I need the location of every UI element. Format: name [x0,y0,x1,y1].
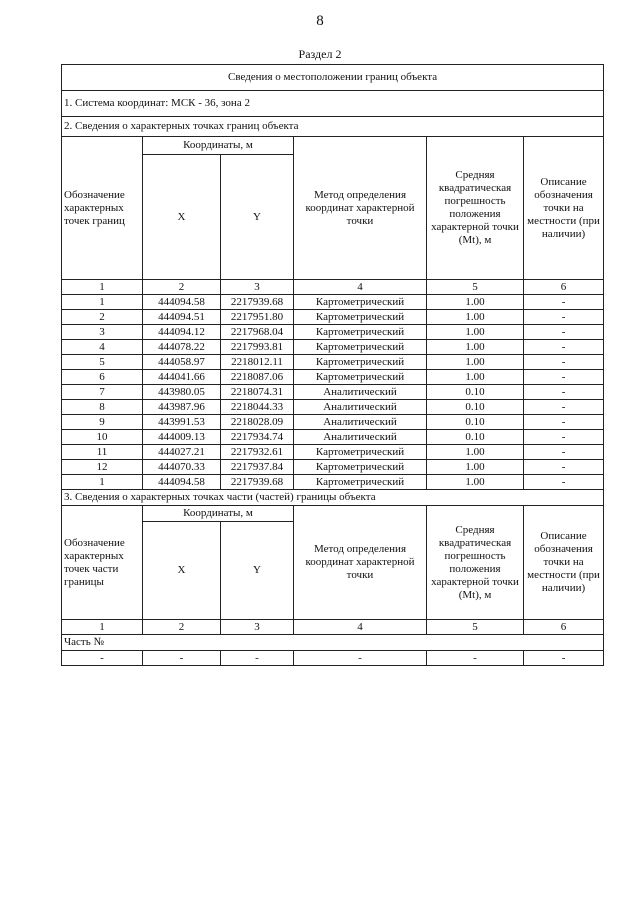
point-number: 9 [62,415,143,430]
point-x: 443980.05 [143,385,221,400]
point-accuracy: 1.00 [427,310,524,325]
table-row [62,370,604,385]
table-row [62,400,604,415]
table-row [62,325,604,340]
page-number: 8 [316,13,324,29]
point-x: 444094.58 [143,475,221,490]
point-y: 2217939.68 [221,295,294,310]
column-number: 4 [294,280,427,295]
point-x: 443991.53 [143,415,221,430]
point-method: Аналитический [294,385,427,400]
part-header-method: Метод определения координат характерной точки [294,506,427,620]
point-description: - [524,430,604,445]
point-accuracy: 1.00 [427,325,524,340]
point-method: Картометрический [294,310,427,325]
point-accuracy: 1.00 [427,445,524,460]
points-heading: 2. Сведения о характерных точках границ объекта [62,117,604,137]
table-row [62,445,604,460]
point-y: 2218012.11 [221,355,294,370]
section-title: Раздел 2 [298,47,342,61]
point-x: 444094.51 [143,310,221,325]
header-method: Метод определения координат характерной точки [294,137,427,280]
table-row [62,385,604,400]
point-description: - [524,400,604,415]
part-header-accuracy: Средняя квадратическая погрешность положения характерной точки (Mt), м [427,506,524,620]
table-row [62,340,604,355]
point-accuracy: 0.10 [427,400,524,415]
point-method: Аналитический [294,400,427,415]
point-x: 444027.21 [143,445,221,460]
point-y: 2217937.84 [221,460,294,475]
point-accuracy: 1.00 [427,370,524,385]
column-number: 6 [524,280,604,295]
point-method: Картометрический [294,325,427,340]
part-cell-y: - [221,651,294,666]
part-row [62,651,604,666]
header-accuracy: Средняя квадратическая погрешность положения характерной точки (Mt), м [427,137,524,280]
part-cell-method: - [294,651,427,666]
point-description: - [524,295,604,310]
point-description: - [524,385,604,400]
point-number: 1 [62,295,143,310]
point-y: 2218028.09 [221,415,294,430]
point-number: 3 [62,325,143,340]
point-y: 2217934.74 [221,430,294,445]
point-accuracy: 1.00 [427,340,524,355]
header-y: Y [221,155,294,280]
part-heading: 3. Сведения о характерных точках части (частей) границы объекта [62,490,604,506]
point-y: 2218044.33 [221,400,294,415]
table-row [62,295,604,310]
point-method: Картометрический [294,340,427,355]
point-description: - [524,355,604,370]
point-method: Картометрический [294,295,427,310]
table-row [62,355,604,370]
column-number: 3 [221,620,294,635]
point-y: 2218087.06 [221,370,294,385]
point-accuracy: 0.10 [427,385,524,400]
part-cell-n: - [62,651,143,666]
column-number: 2 [143,620,221,635]
header-coordinates: Координаты, м [143,137,294,155]
table-row [62,460,604,475]
point-y: 2218074.31 [221,385,294,400]
point-number: 7 [62,385,143,400]
part-header-y: Y [221,522,294,620]
point-description: - [524,325,604,340]
point-x: 444041.66 [143,370,221,385]
column-number: 4 [294,620,427,635]
point-description: - [524,310,604,325]
part-column-number-row [62,620,604,635]
point-method: Картометрический [294,355,427,370]
point-number: 4 [62,340,143,355]
point-y: 2217993.81 [221,340,294,355]
coord-system: 1. Система координат: МСК - 36, зона 2 [62,91,604,117]
point-x: 444094.58 [143,295,221,310]
point-accuracy: 1.00 [427,460,524,475]
boundary-table [61,64,604,666]
point-number: 1 [62,475,143,490]
point-y: 2217951.80 [221,310,294,325]
part-cell-x: - [143,651,221,666]
point-accuracy: 1.00 [427,355,524,370]
column-number: 5 [427,620,524,635]
part-cell-desc: - [524,651,604,666]
point-description: - [524,460,604,475]
point-x: 444070.33 [143,460,221,475]
point-y: 2217932.61 [221,445,294,460]
header-designation: Обозначение характерных точек границ [62,137,143,280]
point-y: 2217968.04 [221,325,294,340]
point-number: 8 [62,400,143,415]
part-header-designation: Обозначение характерных точек части границы [62,506,143,620]
point-accuracy: 0.10 [427,415,524,430]
point-x: 444094.12 [143,325,221,340]
column-number: 2 [143,280,221,295]
table-row [62,430,604,445]
point-accuracy: 0.10 [427,430,524,445]
header-description: Описание обозначения точки на местности (при наличии) [524,137,604,280]
column-number: 1 [62,620,143,635]
point-number: 6 [62,370,143,385]
point-number: 12 [62,460,143,475]
point-description: - [524,475,604,490]
table-row [62,415,604,430]
table-row [62,475,604,490]
point-x: 444078.22 [143,340,221,355]
point-method: Картометрический [294,475,427,490]
part-header-description: Описание обозначения точки на местности (при наличии) [524,506,604,620]
point-description: - [524,370,604,385]
point-method: Аналитический [294,415,427,430]
point-number: 10 [62,430,143,445]
point-description: - [524,445,604,460]
point-number: 2 [62,310,143,325]
column-number: 1 [62,280,143,295]
point-method: Аналитический [294,430,427,445]
point-x: 443987.96 [143,400,221,415]
part-cell-mt: - [427,651,524,666]
point-accuracy: 1.00 [427,295,524,310]
part-label: Часть № [62,635,604,651]
point-description: - [524,340,604,355]
part-header-x: X [143,522,221,620]
column-number-row [62,280,604,295]
column-number: 3 [221,280,294,295]
header-x: X [143,155,221,280]
point-x: 444009.13 [143,430,221,445]
column-number: 6 [524,620,604,635]
point-number: 11 [62,445,143,460]
point-method: Картометрический [294,460,427,475]
point-method: Картометрический [294,445,427,460]
part-header-coordinates: Координаты, м [143,506,294,522]
point-number: 5 [62,355,143,370]
column-number: 5 [427,280,524,295]
table-row [62,310,604,325]
point-x: 444058.97 [143,355,221,370]
point-y: 2217939.68 [221,475,294,490]
point-description: - [524,415,604,430]
point-method: Картометрический [294,370,427,385]
table-title: Сведения о местоположении границ объекта [62,65,604,91]
point-accuracy: 1.00 [427,475,524,490]
